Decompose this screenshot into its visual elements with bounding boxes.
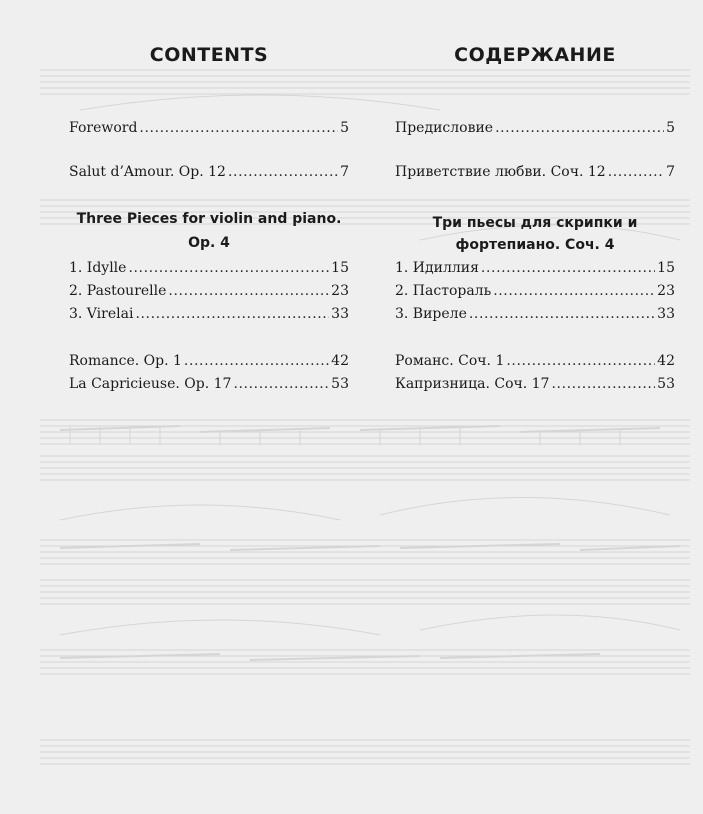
toc-entry[interactable] xyxy=(69,259,349,277)
dot-leader xyxy=(135,305,329,323)
toc-entry-title: 2. Pastourelle xyxy=(69,283,167,299)
dot-leader xyxy=(233,375,329,393)
russian-contents-heading: СОДЕРЖАНИЕ xyxy=(454,44,616,66)
group-heading-line1: Три пьесы для скрипки и xyxy=(432,215,638,231)
toc-entry[interactable] xyxy=(69,352,349,370)
english-contents-heading: CONTENTS xyxy=(149,44,269,66)
toc-entry-page: 15 xyxy=(657,260,675,276)
toc-entry-page: 7 xyxy=(340,164,349,180)
toc-entry-page: 7 xyxy=(666,164,675,180)
toc-entry-page: 42 xyxy=(331,353,349,369)
toc-entry[interactable] xyxy=(395,163,675,181)
dot-leader xyxy=(228,163,338,181)
staff-lines-4 xyxy=(40,650,690,764)
toc-entry[interactable] xyxy=(395,305,675,323)
toc-entry[interactable] xyxy=(69,119,349,137)
toc-entry-title: 1. Idylle xyxy=(69,260,127,276)
toc-entry-page: 23 xyxy=(657,283,675,299)
toc-entry[interactable] xyxy=(395,119,675,137)
dot-leader xyxy=(495,119,664,137)
toc-entry-page: 23 xyxy=(331,283,349,299)
group-heading-line1: Three Pieces for violin and piano. xyxy=(76,211,342,227)
toc-entry-page: 33 xyxy=(657,306,675,322)
dot-leader xyxy=(184,352,329,370)
toc-entry-title: 2. Пастораль xyxy=(395,283,492,299)
toc-entry-page: 5 xyxy=(666,120,675,136)
toc-entry-title: La Capricieuse. Op. 17 xyxy=(69,376,232,392)
toc-entry-title: Приветствие любви. Соч. 12 xyxy=(395,164,606,180)
dot-leader xyxy=(469,305,655,323)
toc-entry[interactable] xyxy=(69,305,349,323)
dot-leader xyxy=(139,119,338,137)
toc-entry[interactable] xyxy=(395,352,675,370)
toc-entry-title: 3. Virelai xyxy=(69,306,134,322)
toc-entry-page: 53 xyxy=(331,376,349,392)
dot-leader xyxy=(168,282,329,300)
toc-entry-page: 42 xyxy=(657,353,675,369)
toc-entry-title: Капризница. Соч. 17 xyxy=(395,376,550,392)
toc-entry-page: 5 xyxy=(340,120,349,136)
toc-entry-title: Salut d’Amour. Op. 12 xyxy=(69,164,226,180)
toc-entry[interactable] xyxy=(69,163,349,181)
dot-leader xyxy=(551,375,655,393)
toc-entry-title: Foreword xyxy=(69,120,138,136)
toc-entry-title: Романс. Соч. 1 xyxy=(395,353,505,369)
toc-entry-page: 15 xyxy=(331,260,349,276)
staff-lines-1 xyxy=(40,70,690,224)
toc-entry[interactable] xyxy=(395,259,675,277)
group-heading-line2: Op. 4 xyxy=(188,235,230,251)
toc-entry[interactable] xyxy=(69,375,349,393)
toc-entry-page: 53 xyxy=(657,376,675,392)
toc-entry-title: Romance. Op. 1 xyxy=(69,353,182,369)
toc-entry-page: 33 xyxy=(331,306,349,322)
toc-entry-title: 3. Виреле xyxy=(395,306,467,322)
toc-entry[interactable] xyxy=(395,375,675,393)
dot-leader xyxy=(608,163,664,181)
dot-leader xyxy=(128,259,329,277)
dot-leader xyxy=(481,259,655,277)
dot-leader xyxy=(506,352,655,370)
group-heading-line2: фортепиано. Соч. 4 xyxy=(455,237,615,253)
toc-entry[interactable] xyxy=(69,282,349,300)
dot-leader xyxy=(493,282,655,300)
toc-entry[interactable] xyxy=(395,282,675,300)
toc-entry-title: Предисловие xyxy=(395,120,494,136)
toc-entry-title: 1. Идиллия xyxy=(395,260,479,276)
